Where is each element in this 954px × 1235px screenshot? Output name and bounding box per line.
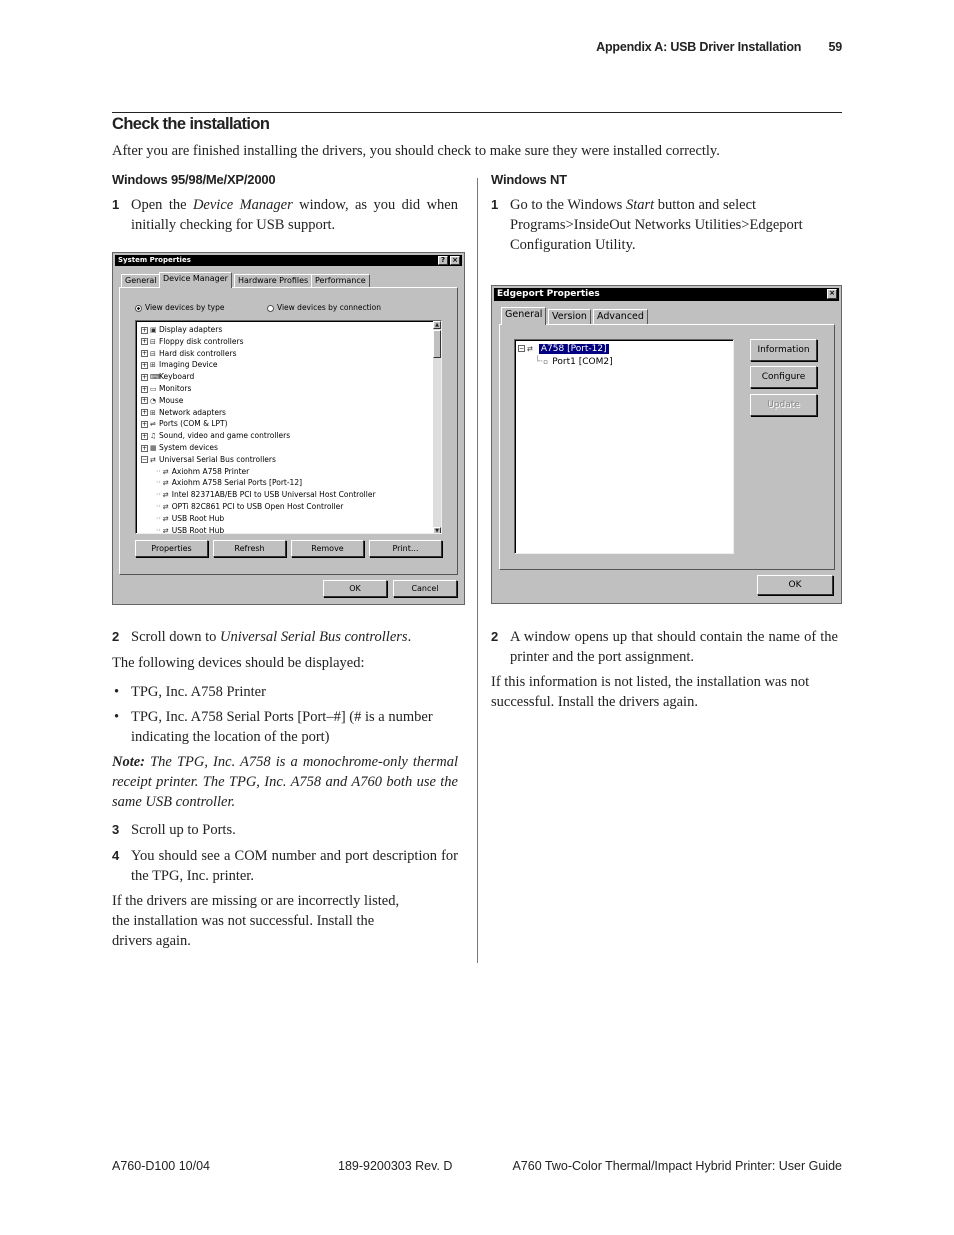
- usb-device-icon: ⇄: [527, 345, 533, 353]
- device-icon: ⇄: [150, 455, 156, 464]
- ok-button[interactable]: OK: [323, 580, 387, 597]
- tab-device-manager[interactable]: Device Manager: [159, 272, 232, 288]
- close-button[interactable]: ×: [450, 256, 460, 265]
- tab-hardware-profiles[interactable]: Hardware Profiles: [234, 274, 312, 288]
- port-icon: ▫: [543, 358, 549, 366]
- system-properties-dialog: [112, 252, 465, 605]
- dialog-titlebar: Edgeport Properties ×: [494, 288, 839, 301]
- intro-paragraph: After you are finished installing the drivers, you should check to make sure they were installed correctly.: [112, 143, 720, 159]
- device-icon: ◔: [150, 396, 157, 405]
- device-icon: ⇄: [162, 514, 169, 523]
- tab-performance[interactable]: Performance: [311, 274, 370, 288]
- tab-general[interactable]: General: [121, 274, 161, 288]
- tree-item[interactable]: + ♫ Sound, video and game controllers: [142, 431, 291, 441]
- tree-item[interactable]: + ◔ Mouse: [142, 395, 184, 405]
- tree-item[interactable]: + ▦ System devices: [142, 443, 218, 452]
- tab-version[interactable]: Version: [548, 309, 591, 325]
- tree-item[interactable]: ·· ⇄ Axiohm A758 Printer: [156, 466, 250, 476]
- device-icon: ⇌: [150, 420, 156, 429]
- update-button[interactable]: Update: [750, 394, 817, 416]
- tree-item[interactable]: + ⊟ Floppy disk controllers: [142, 336, 244, 346]
- edgeport-properties-dialog: [491, 285, 842, 604]
- tree-item[interactable]: + ▭ Monitors: [142, 384, 192, 393]
- device-icon: ⇄: [162, 526, 169, 534]
- right-step-1: 1 Go to the Windows Start button and select Programs>InsideOut Networks Utilities>Edgeport Configuration Utility.: [491, 197, 803, 253]
- configure-button[interactable]: Configure: [750, 366, 817, 388]
- tree-item[interactable]: + ▣ Display adapters: [142, 325, 223, 334]
- tree-item-port[interactable]: └·▫ Port1 [COM2]: [535, 357, 613, 367]
- tree-item[interactable]: + ⊞ Network adapters: [142, 407, 226, 417]
- tree-item-device[interactable]: − ⇄ A758 [Port-12]: [519, 344, 607, 354]
- device-icon: ⇄: [162, 479, 169, 488]
- footer-doc-id: A760-D100 10/04: [112, 1159, 210, 1173]
- ok-button[interactable]: OK: [757, 575, 833, 595]
- left-step-4: 4 You should see a COM number and port description for the TPG, Inc. printer.: [112, 848, 458, 884]
- section-title: Check the installation: [112, 115, 270, 133]
- port-tree[interactable]: [514, 339, 734, 554]
- radio-by-type[interactable]: View devices by type: [135, 303, 224, 313]
- right-heading: Windows NT: [491, 172, 567, 187]
- information-button[interactable]: Information: [750, 339, 817, 361]
- column-divider: [477, 178, 478, 963]
- device-icon: ♫: [150, 432, 157, 441]
- print-button[interactable]: Print...: [369, 540, 442, 557]
- close-button[interactable]: ×: [827, 289, 837, 299]
- left-step-1: 1 Open the Device Manager window, as you did when initially checking for USB support.: [112, 197, 458, 233]
- page-header: [596, 40, 842, 54]
- device-icon: ⊞: [150, 408, 156, 417]
- tree-item[interactable]: ·· ⇄ Intel 82371AB/EB PCI to USB Universal Host Controller: [156, 490, 376, 500]
- refresh-button[interactable]: Refresh: [213, 540, 286, 557]
- tree-scrollbar[interactable]: [433, 321, 441, 534]
- left-step-3: 3 Scroll up to Ports.: [112, 822, 236, 838]
- device-icon: ▣: [150, 326, 157, 334]
- tree-item[interactable]: + ⇌ Ports (COM & LPT): [142, 419, 228, 429]
- device-icon: ⊟: [150, 337, 156, 346]
- tree-item[interactable]: ·· ⇄ Axiohm A758 Serial Ports [Port-12]: [156, 478, 303, 488]
- device-icon: ⊟: [150, 349, 156, 358]
- bullet-item: • TPG, Inc. A758 Printer: [114, 684, 266, 700]
- tree-item[interactable]: + ⌨Keyboard: [142, 372, 195, 382]
- tree-item[interactable]: ·· ⇄ USB Root Hub: [156, 525, 224, 534]
- header-rule: [112, 112, 842, 113]
- right-closing-paragraph: If this information is not listed, the installation was not successful. Install the drivers again.: [491, 674, 810, 710]
- page-number: 59: [828, 40, 842, 54]
- dialog-titlebar: System Properties ? ×: [115, 255, 462, 266]
- footer-guide-title: A760 Two-Color Thermal/Impact Hybrid Printer: User Guide: [512, 1159, 842, 1173]
- remove-button[interactable]: Remove: [291, 540, 364, 557]
- device-icon: ⌨: [150, 373, 161, 382]
- header-title: Appendix A: USB Driver Installation: [596, 40, 802, 54]
- device-icon: ⇄: [162, 491, 169, 500]
- following-devices-text: The following devices should be displayed:: [112, 655, 365, 671]
- scroll-down-icon[interactable]: ▼: [433, 527, 441, 534]
- tab-general[interactable]: General: [501, 307, 546, 325]
- device-icon: ▭: [150, 385, 157, 393]
- tree-item[interactable]: ·· ⇄ OPTi 82C861 PCI to USB Open Host Controller: [156, 502, 344, 511]
- tree-item[interactable]: + ⊞ Imaging Device: [142, 360, 218, 370]
- footer-revision: 189-9200303 Rev. D: [338, 1159, 453, 1173]
- tree-item[interactable]: ·· ⇄ USB Root Hub: [156, 513, 225, 523]
- scroll-up-icon[interactable]: ▲: [433, 321, 441, 329]
- tab-advanced[interactable]: Advanced: [593, 309, 648, 325]
- device-icon: ⊞: [150, 361, 156, 370]
- note-paragraph: Note: The TPG, Inc. A758 is a monochrome-only thermal receipt printer. The TPG, Inc. A758 and A760 both use the same USB controller.: [112, 754, 458, 810]
- tree-item[interactable]: − ⇄ Universal Serial Bus controllers: [142, 454, 276, 464]
- device-icon: ⇄: [162, 503, 169, 511]
- right-step-2: 2 A window opens up that should contain the name of the printer and the port assignment.: [491, 629, 838, 665]
- left-closing-paragraph: If the drivers are missing or are incorrectly listed, the installation was not successful. Install the drivers again.: [112, 893, 400, 949]
- device-icon: ▦: [150, 444, 157, 452]
- tree-item[interactable]: + ⊟ Hard disk controllers: [142, 348, 237, 358]
- bullet-item: • TPG, Inc. A758 Serial Ports [Port–#] (# is a number indicating the location of the port): [114, 709, 433, 745]
- left-heading: Windows 95/98/Me/XP/2000: [112, 172, 276, 187]
- cancel-button[interactable]: Cancel: [393, 580, 457, 597]
- device-tree[interactable]: [135, 320, 442, 534]
- note-label: Note:: [112, 754, 146, 770]
- properties-button[interactable]: Properties: [135, 540, 208, 557]
- scroll-thumb[interactable]: [433, 330, 441, 358]
- radio-by-connection[interactable]: View devices by connection: [267, 303, 381, 313]
- left-step-2: 2 Scroll down to Universal Serial Bus controllers.: [112, 629, 412, 645]
- help-button[interactable]: ?: [438, 256, 448, 265]
- device-icon: ⇄: [162, 467, 169, 476]
